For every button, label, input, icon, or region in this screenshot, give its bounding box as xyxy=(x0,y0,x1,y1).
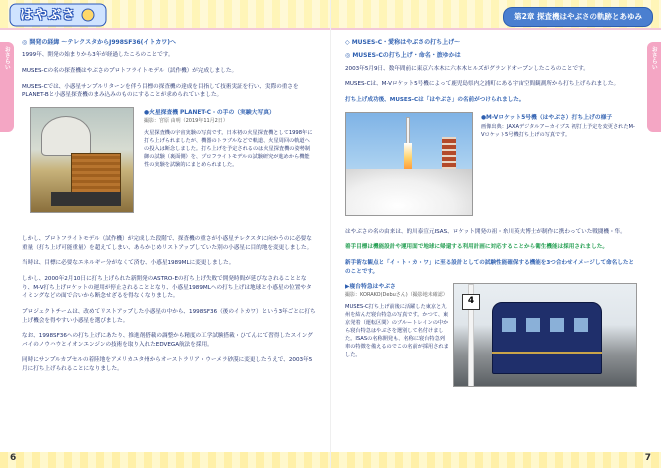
side-tab-label: おさらい xyxy=(3,46,11,70)
paragraph: 新手術な観点と「イ・ト・カ・ワ」に至る設計としての試験性能確保する機能を3つ合わせイメージして命名したとのことです。 xyxy=(345,259,635,275)
caption-body: 火星探査機の宇宙実験の写真です。日本初の火星探査機として1998年に打ち上げられましたが、機器のトラブルなどで軌道、火星周回の軌道への投入は断念しました。打ち上げを予定されるのは火星探査機の姿勢制御の試験（裏面側）を、プロフライトモデルの試験研究が進めから機能性の実験を試験的にまとめられました。 xyxy=(144,129,313,168)
paragraph: 2003年5月9日、数年間前に東京六本木に六本木ヒルズがグランドオープンしたころのことです。 xyxy=(345,65,589,72)
right-content xyxy=(345,38,639,391)
left-content xyxy=(22,38,317,381)
platform-sign: 4 xyxy=(462,294,480,310)
rocket-launch-photo xyxy=(345,112,473,216)
bottom-bar-left xyxy=(0,452,330,468)
figure-caption xyxy=(144,109,314,169)
paragraph: なお、1998SF36への打ち上げにあたり、推進剤搭載の調整から精度の工学試験搭載・ひてんにて習得したスイングバイのノウハウとイオンエンジンの技術を取り入れたEDVEGA航法を採用。 xyxy=(22,333,313,348)
train-window xyxy=(502,318,516,332)
section-title: ◎ 開発の経緯 〜テレクスタからJ998SF36(イトカワ)へ xyxy=(22,39,176,46)
caption-credit: 撮影：KORAKO(Debuさん)（撮影地未確認） xyxy=(345,292,448,299)
figure-caption xyxy=(345,283,449,359)
top-banner-left xyxy=(0,0,330,30)
figure-train xyxy=(345,283,639,391)
antenna-dish xyxy=(41,116,91,156)
bottom-bar-right xyxy=(331,452,661,468)
train-car xyxy=(492,302,602,374)
stand xyxy=(51,192,121,206)
caption-title: ▶寝台特急はやぶさ xyxy=(345,284,396,291)
paragraph: 同時にサンプルカプセルの着陸地をアメリカユタ州からオーストラリア・ウーメラ砂漠に変更したうえで、2003年5月に打ち上げられることになりました。 xyxy=(22,357,313,373)
paragraph: MUSES-Cの名の探査機はやぶさのプロトフライトモデル（試作機）が完成しました。 xyxy=(22,67,238,74)
figure-rocket xyxy=(345,112,639,220)
launch-smoke xyxy=(346,169,473,215)
paragraph: 着手目標は機能設計や運用面で地球に帰還する利用計画に対応することから衛生機能は採用されました。 xyxy=(345,244,608,251)
paragraph: しかし、2000年2月10日に打ち上げられた新開発のASTRO-Eの打ち上げ失敗で開発時間が延びなされることとなり、M-V打ち上げロケットの運用が停止されることとなり、小惑星1989MLへの打ち上げは地球と小惑星の位置やタイミングなどの面で合いから断念せざるを得なくなりました。 xyxy=(22,275,312,300)
caption-body: MUSES-C打ち上げ前後に活躍した東京と九州を結んだ寝台特急の写真です。かつて、東京発着（運転区間）のブルートレインの中から寝台特急はやぶさを選別して名付けました。ISASの名称開発も、名称に寝台特急列車の特徴を備えるのでこの名前が採用されました。 xyxy=(345,303,449,359)
paragraph: プロジェクトチームは、改めてリストアップした小惑星の中から、1998SF36（後のイトカワ）という3年ごとに打ち上げ機会を得やすい小惑星を選びました。 xyxy=(22,308,316,324)
section-title: ◇ MUSES-C・愛称はやぶさの打ち上げ〜 xyxy=(345,39,461,46)
side-tab-right xyxy=(647,42,661,132)
solar-panel xyxy=(71,153,121,193)
paragraph: 打ち上げ成功後、MUSES-Cは「はやぶさ」の名前がつけられました。 xyxy=(345,96,525,103)
train-window xyxy=(574,318,588,332)
sub-section-title: ◎ MUSES-Cの打ち上げ・命名・旅ゆかは xyxy=(345,52,461,60)
caption-title: ●火星探査機 PLANET-C・の手の（実験大写真） xyxy=(144,109,275,116)
rocket-body xyxy=(406,117,410,145)
side-tab-left xyxy=(0,42,14,132)
train-photo xyxy=(453,283,637,387)
right-page xyxy=(331,0,661,468)
caption-credit: 撮影：宮原 由明（2019年11月2日） xyxy=(144,117,228,124)
spacecraft-photo xyxy=(30,107,134,213)
hayabusa-logo xyxy=(8,2,108,28)
paragraph: はやぶさの名の由来は、的川泰宣元ISAS、ロケット開発の祖・糸川英夫博士が制作に携わっていた戦闘機・隼。 xyxy=(345,228,626,235)
logo-text: はやぶさ xyxy=(20,8,77,23)
caption-title: ●M-Vロケット5号機（はやぶさ）打ち上げの様子 xyxy=(481,114,613,121)
top-banner-right xyxy=(331,0,661,30)
page-number: 7 xyxy=(644,453,651,464)
left-page xyxy=(0,0,330,468)
page-number: 6 xyxy=(10,453,17,464)
caption-body: 画像出典：JAXAデジタルアーカイブス 初打上予定を変更されたM-Vロケット5号機打ち上げの写真です。 xyxy=(481,123,635,138)
figure-planet-c xyxy=(22,107,317,225)
paragraph: 当時は、目標に必要なエネルギー分がなくて済む、小惑星1989MLに変更しました。 xyxy=(22,260,235,267)
train-window xyxy=(550,318,564,332)
train-window xyxy=(526,318,540,332)
paragraph: しかし、プロトフライトモデル（試作機）が完成した段階で、探査機の重さが小惑星テレクスタに向かうのに必要な重量（打ち上げ可能重量）を超えてしまい、あらかじめリストアップしていた別の小惑星に目的地を変更しました。 xyxy=(22,235,313,251)
paragraph: 1999年、開発の始まりから3年が経過したころのことです。 xyxy=(22,52,174,59)
side-tab-label: おさらい xyxy=(650,46,658,70)
paragraph: MUSES-Cでは、小惑星サンプルリターンを伴う目標の探査機の達成を目指して技術実証を行い、実際の重さをPLANET-Bと小惑星探査機のまみ込みのものにすることが求められていました。 xyxy=(22,83,299,99)
chapter-title: 第2章 探査機はやぶさの軌跡とあゆみ xyxy=(503,7,653,27)
figure-caption xyxy=(481,114,637,139)
paragraph: MUSES-Cは、M-Vロケット5号機によって鹿児島県内之浦町にある宇宙空間観測所から打ち上げられました。 xyxy=(345,81,620,88)
train-stripe xyxy=(492,352,602,354)
